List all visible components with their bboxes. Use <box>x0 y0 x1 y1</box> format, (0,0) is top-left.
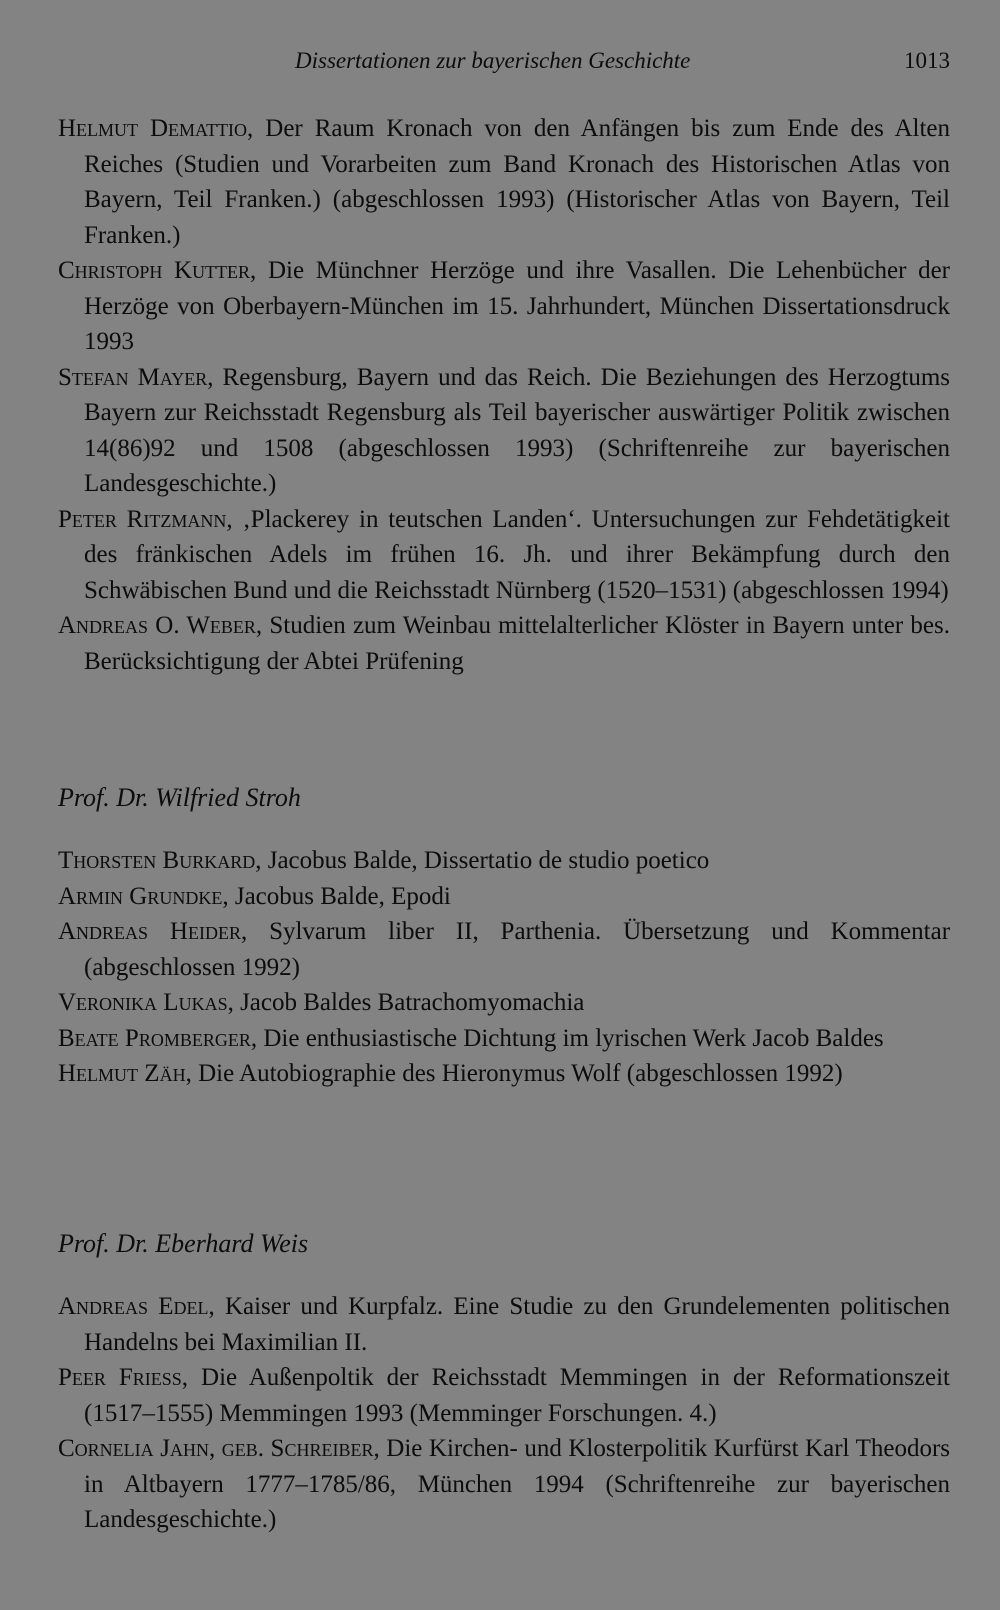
dissertation-list-2 <box>58 843 950 1092</box>
author-name: Andreas Heider, <box>58 918 248 945</box>
professor-heading: Prof. Dr. Wilfried Stroh <box>58 783 301 812</box>
author-name: Andreas Edel, <box>58 1293 215 1320</box>
author-name: Thorsten Burkard, <box>58 847 262 874</box>
list-item <box>58 502 950 609</box>
author-name: Armin Grundke, <box>58 882 229 910</box>
dissertation-title: Jacobus Balde, Dissertatio de studio poetico <box>267 847 710 874</box>
dissertation-title: Der Raum Kronach von den Anfängen bis zum Ende des Alten Reiches (Studien und Vorarbeiten zum Band Kronach des Historischen Atlas von Bayern, Teil Franken.) (abgeschlossen 1993) (Historischer Atlas von Bayern, Teil Franken.) <box>84 115 950 249</box>
list-item <box>58 1289 950 1360</box>
list-item <box>58 360 950 502</box>
dissertation-title: Jacob Baldes Batrachomyomachia <box>240 989 585 1016</box>
dissertation-title: Sylvarum liber II, Parthenia. Übersetzung und Kommentar (abgeschlossen 1992) <box>84 918 951 981</box>
author-name: Veronika Lukas, <box>58 989 234 1016</box>
author-name: Helmut Demattio, <box>58 115 254 142</box>
professor-heading: Prof. Dr. Eberhard Weis <box>58 1229 309 1258</box>
dissertation-title: ‚Plackerey in teutschen Landen‘. Untersuchungen zur Fehdetätigkeit des fränkischen Adels im frühen 16. Jh. und ihrer Bekämpfung durch den Schwäbischen Bund und die Reichsstadt Nürnberg (1520–1531) (abgeschlossen 1994) <box>84 505 950 604</box>
dissertation-list-3 <box>58 1289 950 1538</box>
dissertation-title: Die Münchner Herzöge und ihre Vasallen. Die Lehenbücher der Herzöge von Oberbayern-München im 15. Jahrhundert, München Dissertationsdruck 1993 <box>84 257 950 355</box>
dissertation-list-1 <box>58 111 950 679</box>
author-name: Cornelia Jahn, geb. Schreiber, <box>58 1435 380 1462</box>
dissertation-title: Kaiser und Kurpfalz. Eine Studie zu den Grundelementen politischen Handelns bei Maximilian II. <box>84 1293 950 1356</box>
dissertation-title: Jacobus Balde, Epodi <box>234 882 451 910</box>
author-name: Stefan Mayer, <box>58 363 214 391</box>
list-item <box>58 1431 950 1538</box>
list-item <box>58 914 950 985</box>
author-name: Helmut Zäh, <box>58 1060 192 1087</box>
list-item <box>58 985 950 1021</box>
running-title: Dissertationen zur bayerischen Geschichte <box>295 48 691 73</box>
dissertation-title: Studien zum Weinbau mittelalterlicher Klöster in Bayern unter bes. Berücksichtigung der Abtei Prüfening <box>84 612 951 675</box>
dissertation-title: Regensburg, Bayern und das Reich. Die Beziehungen des Herzogtums Bayern zur Reichsstadt Regensburg als Teil bayerischer auswärtiger Politik zwischen 14(86)92 und 1508 (abgeschlossen 1993) (Schriftenreihe zur bayerischen Landesgeschichte.) <box>84 363 951 497</box>
dissertation-title: Die Außenpoltik der Reichsstadt Memmingen in der Reformationszeit (1517–1555) Memmingen 1993 (Memminger Forschungen. 4.) <box>84 1364 951 1427</box>
list-item <box>58 1056 950 1092</box>
list-item <box>58 253 950 360</box>
author-name: Beate Promberger, <box>58 1024 258 1052</box>
author-name: Peter Ritzmann, <box>58 505 233 533</box>
author-name: Peer Friess, <box>58 1364 189 1391</box>
page-number: 1013 <box>904 48 950 73</box>
dissertation-title: Die Kirchen- und Klosterpolitik Kurfürst Karl Theodors in Altbayern 1777–1785/86, München 1994 (Schriftenreihe zur bayerischen Landesgeschichte.) <box>84 1435 951 1533</box>
running-header <box>60 48 950 80</box>
author-name: Andreas O. Weber, <box>58 612 263 639</box>
author-name: Christoph Kutter, <box>58 257 257 284</box>
list-item <box>58 111 950 253</box>
list-item <box>58 879 950 915</box>
list-item <box>58 1360 950 1431</box>
dissertation-title: Die Autobiographie des Hieronymus Wolf (abgeschlossen 1992) <box>198 1060 843 1087</box>
list-item <box>58 843 950 879</box>
dissertation-title: Die enthusiastische Dichtung im lyrischen Werk Jacob Baldes <box>263 1024 884 1052</box>
list-item <box>58 608 950 679</box>
list-item <box>58 1021 950 1057</box>
